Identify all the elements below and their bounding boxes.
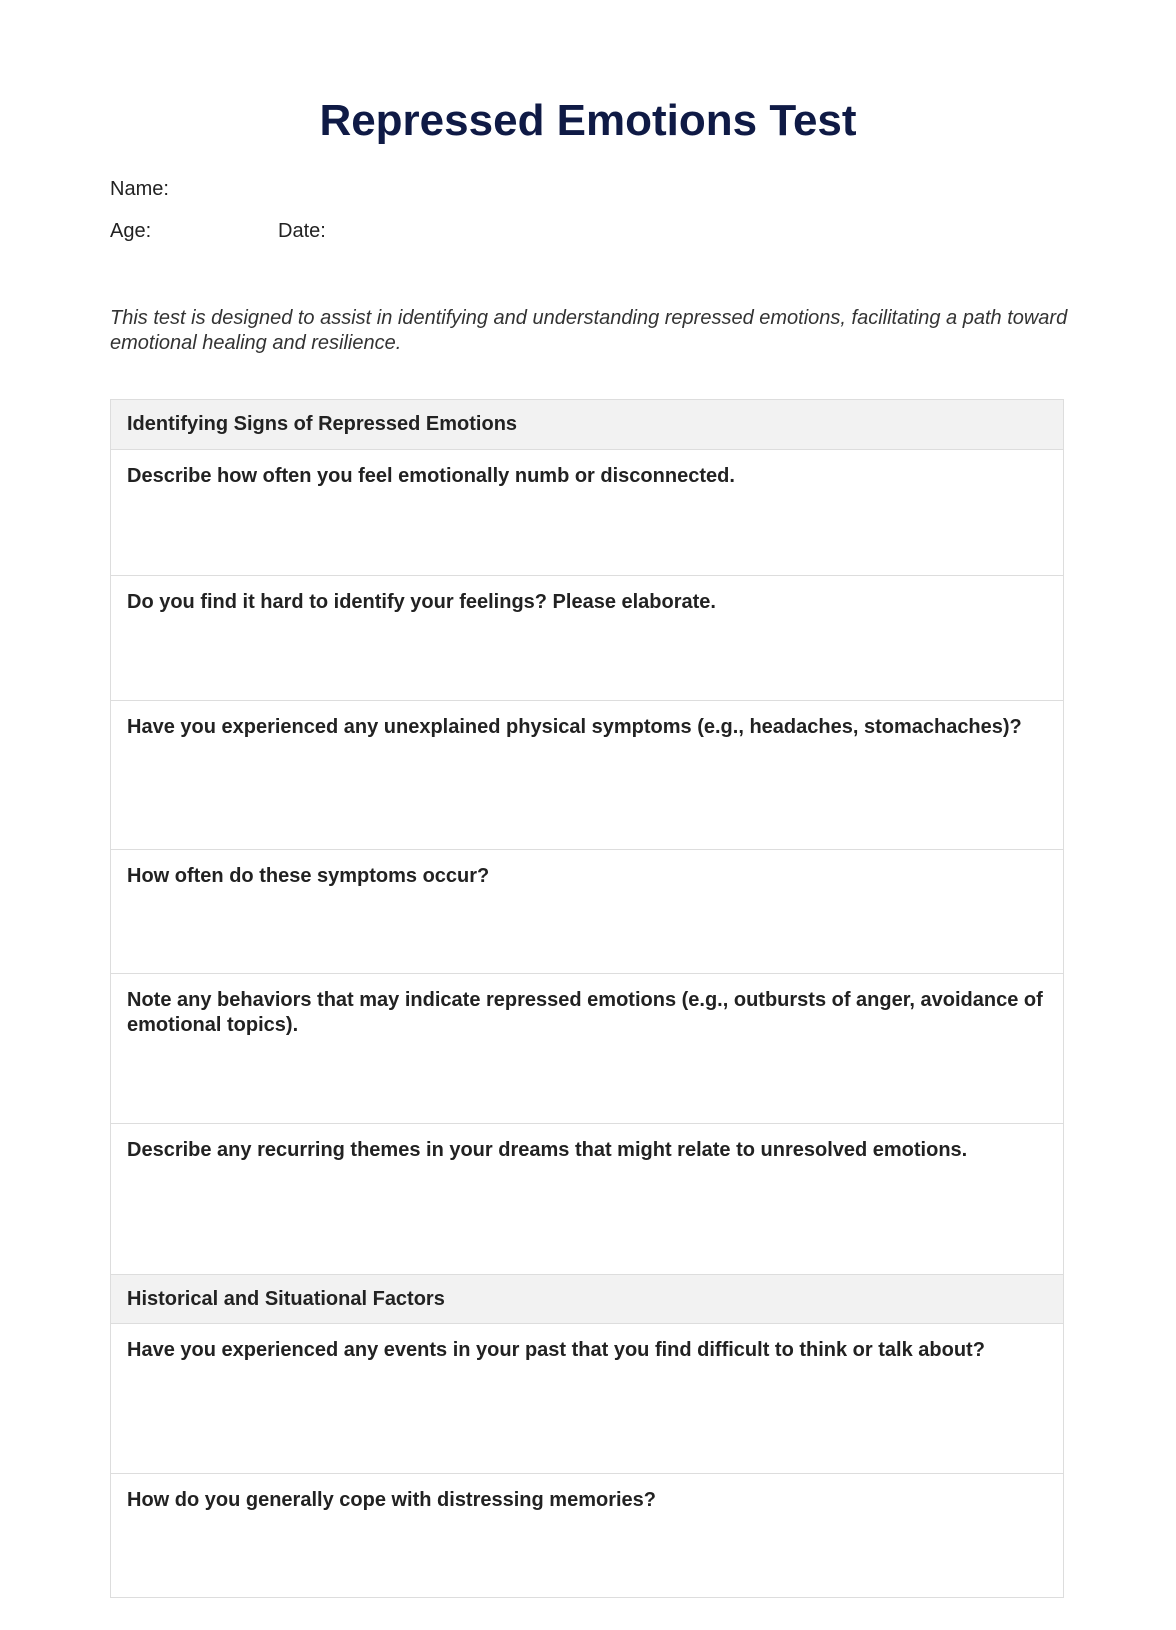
date-field[interactable]: Date:	[278, 220, 326, 242]
section-header: Identifying Signs of Repressed Emotions	[111, 400, 1063, 449]
question-row[interactable]: Have you experienced any unexplained physical symptoms (e.g., headaches, stomachaches)?	[111, 700, 1063, 849]
question-row[interactable]: Note any behaviors that may indicate repressed emotions (e.g., outbursts of anger, avoidance of emotional topics).	[111, 973, 1063, 1123]
questionnaire-table	[110, 399, 1064, 1598]
question-row[interactable]: Do you find it hard to identify your feelings? Please elaborate.	[111, 575, 1063, 700]
name-field[interactable]: Name:	[110, 178, 169, 200]
question-row[interactable]: Describe how often you feel emotionally numb or disconnected.	[111, 449, 1063, 575]
question-row[interactable]: Describe any recurring themes in your dreams that might relate to unresolved emotions.	[111, 1123, 1063, 1274]
age-field[interactable]: Age:	[110, 220, 152, 242]
section-header: Historical and Situational Factors	[111, 1274, 1063, 1323]
page-title: Repressed Emotions Test	[319, 96, 857, 145]
question-row[interactable]: How often do these symptoms occur?	[111, 849, 1063, 973]
question-row[interactable]: Have you experienced any events in your past that you find difficult to think or talk about?	[111, 1323, 1063, 1473]
intro-text: This test is designed to assist in identifying and understanding repressed emotions, facilitating a path toward emotional healing and resilience.	[110, 307, 1068, 354]
question-row[interactable]: How do you generally cope with distressing memories?	[111, 1473, 1063, 1597]
